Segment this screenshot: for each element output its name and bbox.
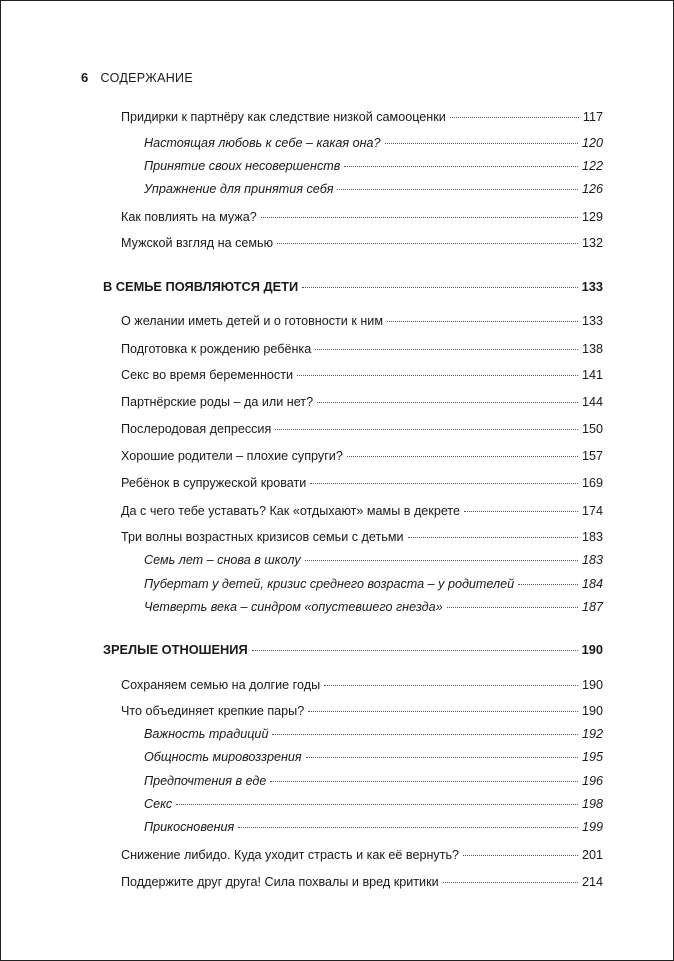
- toc-entry-title: Как повлиять на мужа?: [121, 210, 257, 224]
- toc-entry-title: Важность традиций: [144, 727, 269, 741]
- toc-subsection-entry: [144, 796, 603, 812]
- toc-subsection-entry: [144, 181, 603, 197]
- dot-leader: [305, 560, 578, 561]
- toc-entry-title: Партнёрские роды – да или нет?: [121, 395, 314, 409]
- toc-entry-title: Снижение либидо. Куда уходит страсть и как её вернуть?: [121, 848, 460, 862]
- toc-chapter-entry: [121, 367, 603, 383]
- dot-leader: [324, 685, 578, 686]
- toc-entry-page: 199: [581, 820, 603, 834]
- toc-entry-title: Подготовка к рождению ребёнка: [121, 342, 312, 356]
- toc-entry-title: Упражнение для принятия себя: [144, 182, 334, 196]
- dot-leader: [176, 804, 578, 805]
- toc-chapter-entry: [121, 209, 603, 225]
- toc-entry-page: 129: [581, 210, 603, 224]
- dot-leader: [450, 117, 579, 118]
- toc-entry-title: Настоящая любовь к себе – какая она?: [144, 136, 381, 150]
- page-number: 6: [81, 70, 89, 85]
- toc-entry-title: В СЕМЬЕ ПОЯВЛЯЮТСЯ ДЕТИ: [103, 279, 299, 294]
- toc-entry-page: 196: [581, 774, 603, 788]
- toc-entry-title: ЗРЕЛЫЕ ОТНОШЕНИЯ: [103, 642, 248, 657]
- toc-entry-page: 214: [581, 875, 603, 889]
- toc-entry-page: 150: [581, 422, 603, 436]
- toc-entry-page: 133: [581, 314, 603, 328]
- toc-chapter-entry: [121, 341, 603, 357]
- toc-entry-page: 141: [581, 368, 603, 382]
- toc-entry-page: 132: [581, 236, 603, 250]
- dot-leader: [408, 537, 578, 538]
- toc-entry-title: Прикосновения: [144, 820, 235, 834]
- toc-entry-title: Предпочтения в еде: [144, 774, 267, 788]
- toc-entry-title: Послеродовая депрессия: [121, 422, 272, 436]
- toc-entry-title: Пубертат у детей, кризис среднего возраста – у родителей: [144, 577, 515, 591]
- toc-chapter-entry: [121, 421, 603, 437]
- toc-entry-page: 120: [581, 136, 603, 150]
- dot-leader: [447, 607, 578, 608]
- toc-subsection-entry: [144, 749, 603, 765]
- toc-entry-page: 157: [581, 449, 603, 463]
- toc-entry-page: 122: [581, 159, 603, 173]
- toc-entry-page: 190: [581, 642, 603, 657]
- toc-entry-title: Секс во время беременности: [121, 368, 294, 382]
- toc-entry-page: 190: [581, 704, 603, 718]
- toc-entry-page: 138: [581, 342, 603, 356]
- running-head: [81, 70, 193, 85]
- toc-entry-page: 198: [581, 797, 603, 811]
- toc-part-heading: [103, 642, 603, 658]
- dot-leader: [463, 855, 578, 856]
- dot-leader: [344, 166, 578, 167]
- dot-leader: [306, 757, 578, 758]
- toc-subsection-entry: [144, 773, 603, 789]
- toc-entry-page: 133: [581, 279, 603, 294]
- dot-leader: [518, 584, 578, 585]
- toc-chapter-entry: [121, 503, 603, 519]
- toc-entry-page: 190: [581, 678, 603, 692]
- toc-subsection-entry: [144, 819, 603, 835]
- toc-entry-title: Придирки к партнёру как следствие низкой самооценки: [121, 110, 446, 124]
- toc-entry-page: 169: [581, 476, 603, 490]
- dot-leader: [252, 650, 578, 651]
- toc-entry-title: Три волны возрастных кризисов семьи с детьми: [121, 530, 404, 544]
- toc-chapter-entry: [121, 394, 603, 410]
- toc-chapter-entry: [121, 313, 603, 329]
- toc-chapter-entry: [121, 677, 603, 693]
- toc-subsection-entry: [144, 158, 603, 174]
- dot-leader: [272, 734, 578, 735]
- toc-subsection-entry: [144, 599, 603, 615]
- toc-chapter-entry: [121, 874, 603, 890]
- toc-chapter-entry: [121, 475, 603, 491]
- toc-chapter-entry: [121, 235, 603, 251]
- toc-chapter-entry: [121, 529, 603, 545]
- toc-chapter-entry: [121, 109, 603, 125]
- toc-entry-page: 126: [581, 182, 603, 196]
- toc-entry-page: 184: [581, 577, 603, 591]
- toc-chapter-entry: [121, 703, 603, 719]
- dot-leader: [275, 429, 578, 430]
- toc-chapter-entry: [121, 847, 603, 863]
- toc-entry-title: Общность мировоззрения: [144, 750, 302, 764]
- toc-entry-title: Мужской взгляд на семью: [121, 236, 274, 250]
- dot-leader: [238, 827, 578, 828]
- toc-subsection-entry: [144, 135, 603, 151]
- toc-subsection-entry: [144, 552, 603, 568]
- toc-entry-page: 187: [581, 600, 603, 614]
- toc-entry-title: Что объединяет крепкие пары?: [121, 704, 305, 718]
- toc-entry-title: О желании иметь детей и о готовности к ним: [121, 314, 384, 328]
- dot-leader: [347, 456, 578, 457]
- toc-subsection-entry: [144, 726, 603, 742]
- toc-entry-title: Да с чего тебе уставать? Как «отдыхают» мамы в декрете: [121, 504, 461, 518]
- dot-leader: [385, 143, 578, 144]
- toc-entry-page: 144: [581, 395, 603, 409]
- dot-leader: [464, 511, 578, 512]
- toc-entry-page: 183: [581, 553, 603, 567]
- toc-entry-title: Хорошие родители – плохие супруги?: [121, 449, 343, 463]
- toc-part-heading: [103, 279, 603, 295]
- toc-entry-title: Принятие своих несовершенств: [144, 159, 341, 173]
- dot-leader: [277, 243, 578, 244]
- dot-leader: [270, 781, 578, 782]
- toc-subsection-entry: [144, 576, 603, 592]
- dot-leader: [261, 217, 578, 218]
- toc-entry-page: 192: [581, 727, 603, 741]
- dot-leader: [297, 375, 578, 376]
- toc-entry-page: 174: [581, 504, 603, 518]
- dot-leader: [315, 349, 578, 350]
- dot-leader: [337, 189, 578, 190]
- dot-leader: [387, 321, 578, 322]
- toc-entry-title: Секс: [144, 797, 173, 811]
- dot-leader: [443, 882, 578, 883]
- toc-chapter-entry: [121, 448, 603, 464]
- dot-leader: [317, 402, 578, 403]
- toc-entry-page: 117: [582, 110, 603, 124]
- toc-entry-page: 195: [581, 750, 603, 764]
- running-head-title: СОДЕРЖАНИЕ: [100, 71, 193, 85]
- toc-entry-title: Семь лет – снова в школу: [144, 553, 301, 567]
- dot-leader: [302, 287, 577, 288]
- toc-entry-title: Поддержите друг друга! Сила похвалы и вред критики: [121, 875, 439, 889]
- dot-leader: [310, 483, 578, 484]
- toc-entry-page: 201: [581, 848, 603, 862]
- toc-entry-title: Четверть века – синдром «опустевшего гнезда»: [144, 600, 443, 614]
- toc-entry-page: 183: [581, 530, 603, 544]
- dot-leader: [308, 711, 578, 712]
- toc-entry-title: Сохраняем семью на долгие годы: [121, 678, 321, 692]
- toc-entry-title: Ребёнок в супружеской кровати: [121, 476, 307, 490]
